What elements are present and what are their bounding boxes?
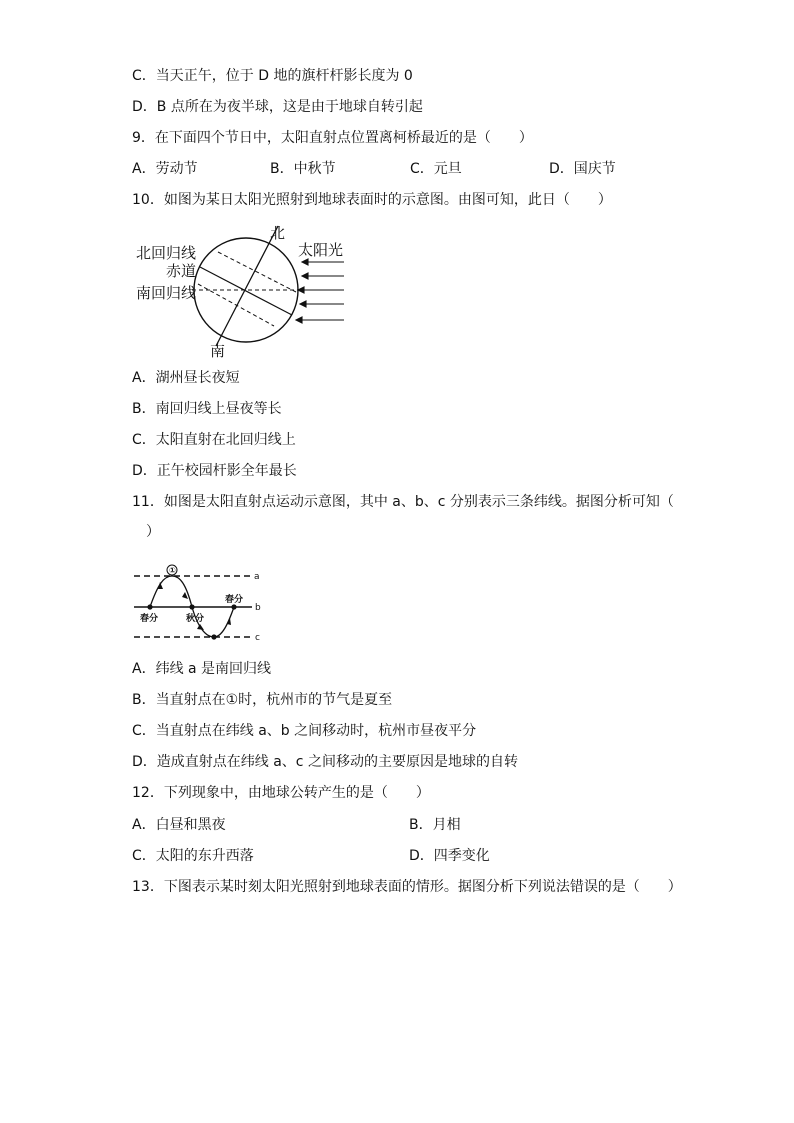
q8-option-d: D．B 点所在为夜半球，这是由于地球自转引起 <box>132 99 423 115</box>
q12-option-a: A．白昼和黑夜 <box>132 817 226 833</box>
tropic-cancer-label: 北回归线 <box>136 244 197 262</box>
tropic-capricorn-label: 南回归线 <box>136 284 197 302</box>
spring-label-left: 春分 <box>140 614 159 624</box>
q11-option-c: C．当直射点在纬线 a、b 之间移动时，杭州市昼夜平分 <box>132 723 477 739</box>
q10-option-a: A．湖州昼长夜短 <box>132 370 240 386</box>
q11-stem-line2: ） <box>146 524 160 540</box>
spring-point-right <box>231 604 236 609</box>
equator-line <box>200 267 292 315</box>
earth-axis <box>216 226 278 346</box>
sunlight-label: 太阳光 <box>298 241 344 259</box>
q9-option-d: D．国庆节 <box>549 161 616 177</box>
q12-stem: 12．下列现象中，由地球公转产生的是（ ） <box>132 785 430 801</box>
q11-option-a: A．纬线 a 是南回归线 <box>132 661 272 677</box>
q10-option-c: C．太阳直射在北回归线上 <box>132 432 296 448</box>
q12-option-b: B．月相 <box>409 817 461 833</box>
sunlight-arrows <box>296 259 344 323</box>
label-b: b <box>255 603 261 613</box>
q11-subsolar-diagram <box>130 562 280 646</box>
q11-option-b: B．当直射点在①时，杭州市的节气是夏至 <box>132 692 393 708</box>
q11-option-d: D．造成直射点在纬线 a、c 之间移动的主要原因是地球的自转 <box>132 754 518 770</box>
q10-option-b: B．南回归线上昼夜等长 <box>132 401 282 417</box>
spring-label-right: 春分 <box>225 595 244 605</box>
autumn-label: 秋分 <box>186 614 205 624</box>
spring-point-left <box>147 604 152 609</box>
winter-point <box>211 634 216 639</box>
equator-label: 赤道 <box>166 262 197 280</box>
q8-option-c: C．当天正午，位于 D 地的旗杆杆影长度为 0 <box>132 68 413 84</box>
south-label: 南 <box>210 342 226 360</box>
arrowhead <box>197 624 204 630</box>
q12-option-c: C．太阳的东升西落 <box>132 848 254 864</box>
q9-option-a: A．劳动节 <box>132 161 198 177</box>
q10-sunlight-diagram <box>130 222 360 362</box>
q9-option-c: C．元旦 <box>410 161 462 177</box>
q9-stem: 9．在下面四个节日中，太阳直射点位置离柯桥最近的是（ ） <box>132 130 533 146</box>
q10-option-d: D．正午校园杆影全年最长 <box>132 463 297 479</box>
q11-stem-line1: 11．如图是太阳直射点运动示意图，其中 a、b、c 分别表示三条纬线。据图分析可知（ <box>132 494 674 510</box>
tropic-cancer-line <box>218 252 296 292</box>
q10-stem: 10．如图为某日太阳光照射到地球表面时的示意图。由图可知，此日（ ） <box>132 192 612 208</box>
q9-option-b: B．中秋节 <box>270 161 336 177</box>
point-1-label: ① <box>169 566 176 575</box>
q13-stem: 13．下图表示某时刻太阳光照射到地球表面的情形。据图分析下列说法错误的是（ ） <box>132 879 682 895</box>
q12-option-d: D．四季变化 <box>409 848 490 864</box>
label-a: a <box>254 572 260 582</box>
north-label: 北 <box>270 224 286 242</box>
label-c: c <box>255 633 260 643</box>
autumn-point <box>189 604 194 609</box>
